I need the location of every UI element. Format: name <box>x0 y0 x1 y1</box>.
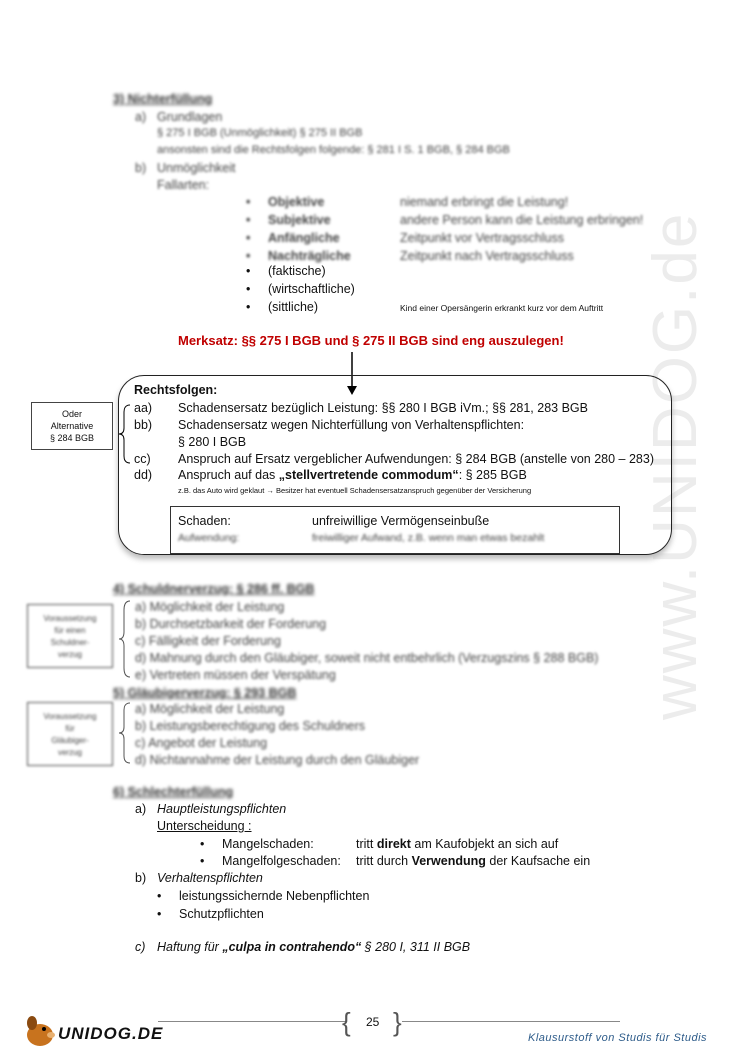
aufwendung-term: Aufwendung: <box>178 532 240 544</box>
schaden-term: Schaden: <box>178 514 231 528</box>
s6b-label: b) <box>135 871 147 885</box>
merksatz <box>178 333 564 348</box>
s4-box-line: für einen <box>54 626 86 635</box>
ms-post: am Kaufobjekt an sich auf <box>410 837 559 851</box>
aa-label: aa) <box>134 401 153 415</box>
s5-item: d) Nichtannahme der Leistung durch den Gläubiger <box>135 753 420 767</box>
s6c-bold: „culpa in contrahendo“ <box>222 940 362 954</box>
dd-post: : § 285 BGB <box>458 468 527 482</box>
case-desc: niemand erbringt die Leistung! <box>400 195 569 209</box>
s6c-label: c) <box>135 940 146 954</box>
dd-text <box>178 468 527 482</box>
case-term: • Objektive <box>268 195 324 209</box>
s4-box-line: verzug <box>57 650 82 659</box>
alt-line1: Oder <box>61 409 82 419</box>
case-term: • Subjektive <box>268 213 331 227</box>
case-sittlich: • (sittliche) <box>268 300 318 314</box>
schuldnerverzug-side-box <box>27 604 113 668</box>
s6a-label: a) <box>135 802 147 816</box>
page-bracket-right: } <box>393 1007 402 1037</box>
s5-item: b) Leistungsberechtigung des Schuldners <box>135 719 366 733</box>
rechtsfolgen-title: Rechtsfolgen: <box>134 383 218 397</box>
section-3b-label: b) <box>135 161 147 175</box>
alt-line2: Alternative <box>50 421 94 431</box>
case-term: • Nachträgliche <box>268 249 351 263</box>
s4-item: b) Durchsetzbarkeit der Forderung <box>135 617 327 631</box>
s6b-title: Verhaltenspflichten <box>157 871 263 885</box>
section-3a-label: a) <box>135 110 147 124</box>
sittliche-note: Kind einer Opersängerin erkrankt kurz vor dem Auftritt <box>400 303 604 313</box>
s6a-title: Hauptleistungspflichten <box>157 802 287 816</box>
mfs-post: der Kaufsache ein <box>485 854 591 868</box>
footer-line-right <box>402 1021 620 1022</box>
section-3-heading: 3) Nichterfüllung <box>113 92 213 106</box>
footer-tagline: Klausurstoff von Studis für Studis <box>528 1032 708 1044</box>
s4-item: c) Fälligkeit der Forderung <box>135 634 281 648</box>
s5-box-line: verzug <box>57 748 82 757</box>
s4-box-line: Voraussetzung <box>43 614 97 623</box>
footer-logo: UNIDOG.DE <box>58 1024 164 1043</box>
s5-box-line: für <box>65 724 75 733</box>
aufwendung-desc: freiwilliger Aufwand, z.B. wenn man etwas bezahlt <box>312 532 545 544</box>
bb-label: bb) <box>134 418 153 432</box>
glaeubigerverzug-side-box <box>27 702 113 766</box>
mfs-bold: Verwendung <box>411 854 486 868</box>
page-bracket-left: { <box>342 1007 351 1037</box>
section-3a-line1: § 275 I BGB (Unmöglichkeit) § 275 II BGB <box>157 127 363 139</box>
dd-bold: „stellvertretende commodum“ <box>278 468 459 482</box>
case-desc: Zeitpunkt nach Vertragsschluss <box>400 249 574 263</box>
case-faktisch: • (faktische) <box>268 264 326 278</box>
s6b-item: • Schutzpflichten <box>179 907 264 921</box>
ms-pre: tritt <box>356 837 377 851</box>
case-term: • Anfängliche <box>268 231 340 245</box>
aa-text: Schadensersatz bezüglich Leistung: §§ 280 I BGB iVm.; §§ 281, 283 BGB <box>178 401 588 415</box>
brace-icon <box>118 404 132 464</box>
case-desc: andere Person kann die Leistung erbringen! <box>400 213 644 227</box>
mangelfolgeschaden-term: • Mangelfolgeschaden: <box>222 854 341 868</box>
ms-bold: direkt <box>376 837 411 851</box>
watermark: www.UNIDOG.de <box>641 211 710 720</box>
mangelschaden-term: • Mangelschaden: <box>222 837 314 851</box>
dd-pre: Anspruch auf das <box>178 468 279 482</box>
footer-line-left <box>158 1021 346 1022</box>
section-3b-sub: Fallarten: <box>157 178 210 192</box>
brace-icon <box>118 702 132 764</box>
section-3a-line2: ansonsten sind die Rechtsfolgen folgende: § 281 I S. 1 BGB, § 284 BGB <box>157 144 510 156</box>
cc-label: cc) <box>134 452 151 466</box>
s5-box-line: Voraussetzung <box>43 712 97 721</box>
s4-item: e) Vertreten müssen der Verspätung <box>135 668 336 682</box>
bb-text2: § 280 I BGB <box>178 435 247 449</box>
dd-label: dd) <box>134 468 153 482</box>
s6c-post: § 280 I, 311 II BGB <box>361 940 471 954</box>
alternative-side-box <box>31 402 113 450</box>
section-3a-title: Grundlagen <box>157 110 223 124</box>
s4-item: a) Möglichkeit der Leistung <box>135 600 285 614</box>
section-6-heading: 6) Schlechterfüllung <box>113 785 234 799</box>
case-wirtschaftlich: • (wirtschaftliche) <box>268 282 355 296</box>
alt-line3: § 284 BGB <box>49 433 95 443</box>
brace-icon <box>118 600 132 678</box>
mangelfolgeschaden-desc <box>356 854 590 868</box>
s5-item: a) Möglichkeit der Leistung <box>135 702 285 716</box>
mangelschaden-desc <box>356 837 558 851</box>
merksatz-text: Merksatz: §§ 275 I BGB und § 275 II BGB sind eng auszulegen! <box>178 333 564 348</box>
s5-item: c) Angebot der Leistung <box>135 736 268 750</box>
section-5-heading: 5) Gläubigerverzug: § 293 BGB <box>113 686 297 700</box>
dog-logo-icon <box>20 1013 60 1049</box>
section-3b-title: Unmöglichkeit <box>157 161 236 175</box>
s6a-sub: Unterscheidung : <box>157 819 252 833</box>
s6c-pre: Haftung für <box>157 940 223 954</box>
s6c-text <box>157 940 470 954</box>
dd-note: z.B. das Auto wird geklaut → Besitzer hat eventuell Schadensersatzanspruch gegenüber der Versicherung <box>178 486 532 495</box>
s4-item: d) Mahnung durch den Gläubiger, soweit nicht entbehrlich (Verzugszins § 288 BGB) <box>135 651 599 665</box>
s4-box-line: Schuldner- <box>50 638 90 647</box>
s5-box-line: Gläubiger- <box>51 736 89 745</box>
cc-text: Anspruch auf Ersatz vergeblicher Aufwendungen: § 284 BGB (anstelle von 280 – 283) <box>178 452 654 466</box>
schaden-desc: unfreiwillige Vermögenseinbuße <box>312 514 490 528</box>
page-number: 25 <box>366 1015 380 1029</box>
case-desc: Zeitpunkt vor Vertragsschluss <box>400 231 564 245</box>
section-4-heading: 4) Schuldnerverzug: § 286 ff. BGB <box>113 582 315 596</box>
bb-text1: Schadensersatz wegen Nichterfüllung von Verhaltenspflichten: <box>178 418 525 432</box>
mfs-pre: tritt durch <box>356 854 412 868</box>
s6b-item: • leistungssichernde Nebenpflichten <box>179 889 369 903</box>
